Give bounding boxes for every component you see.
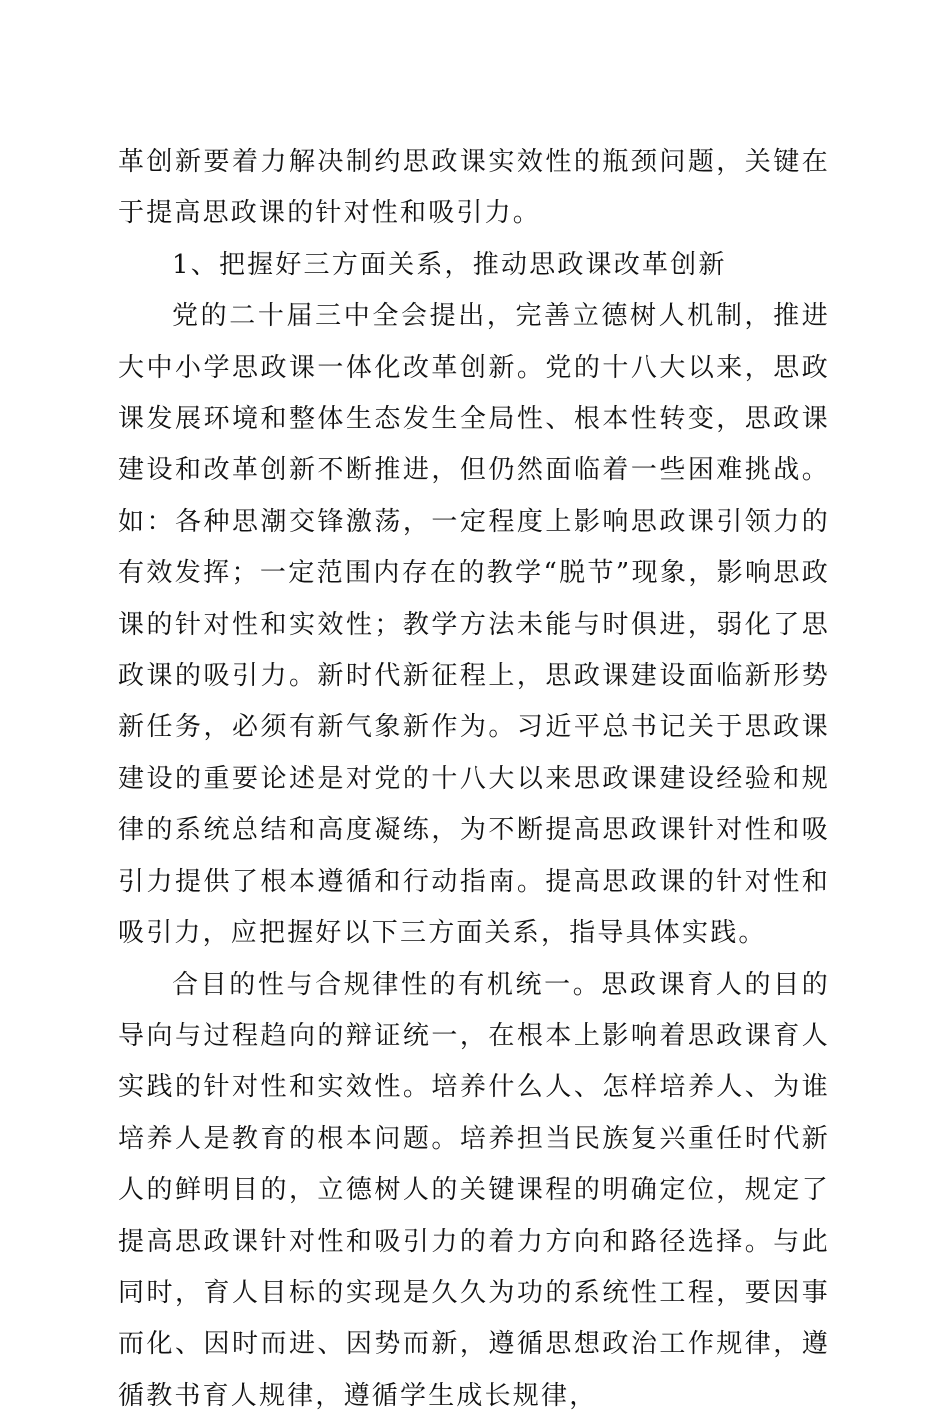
paragraph-continuation: 革创新要着力解决制约思政课实效性的瓶颈问题，关键在于提高思政课的针对性和吸引力。	[118, 137, 830, 240]
document-body	[118, 137, 830, 1422]
section-heading: 1、把握好三方面关系，推动思政课改革创新	[118, 240, 830, 291]
paragraph: 党的二十届三中全会提出，完善立德树人机制，推进大中小学思政课一体化改革创新。党的十八大以来，思政课发展环境和整体生态发生全局性、根本性转变，思政课建设和改革创新不断推进，但仍然面临着一些困难挑战。如：各种思潮交锋激荡，一定程度上影响思政课引领力的有效发挥；一定范围内存在的教学“脱节”现象，影响思政课的针对性和实效性；教学方法未能与时俱进，弱化了思政课的吸引力。新时代新征程上，思政课建设面临新形势新任务，必须有新气象新作为。习近平总书记关于思政课建设的重要论述是对党的十八大以来思政课建设经验和规律的系统总结和高度凝练，为不断提高思政课针对性和吸引力提供了根本遵循和行动指南。提高思政课的针对性和吸引力，应把握好以下三方面关系，指导具体实践。	[118, 291, 830, 959]
paragraph: 合目的性与合规律性的有机统一。思政课育人的目的导向与过程趋向的辩证统一，在根本上影响着思政课育人实践的针对性和实效性。培养什么人、怎样培养人、为谁培养人是教育的根本问题。培养担当民族复兴重任时代新人的鲜明目的，立德树人的关键课程的明确定位，规定了提高思政课针对性和吸引力的着力方向和路径选择。与此同时，育人目标的实现是久久为功的系统性工程，要因事而化、因时而进、因势而新，遵循思想政治工作规律，遵循教书育人规律，遵循学生成长规律，	[118, 960, 830, 1422]
